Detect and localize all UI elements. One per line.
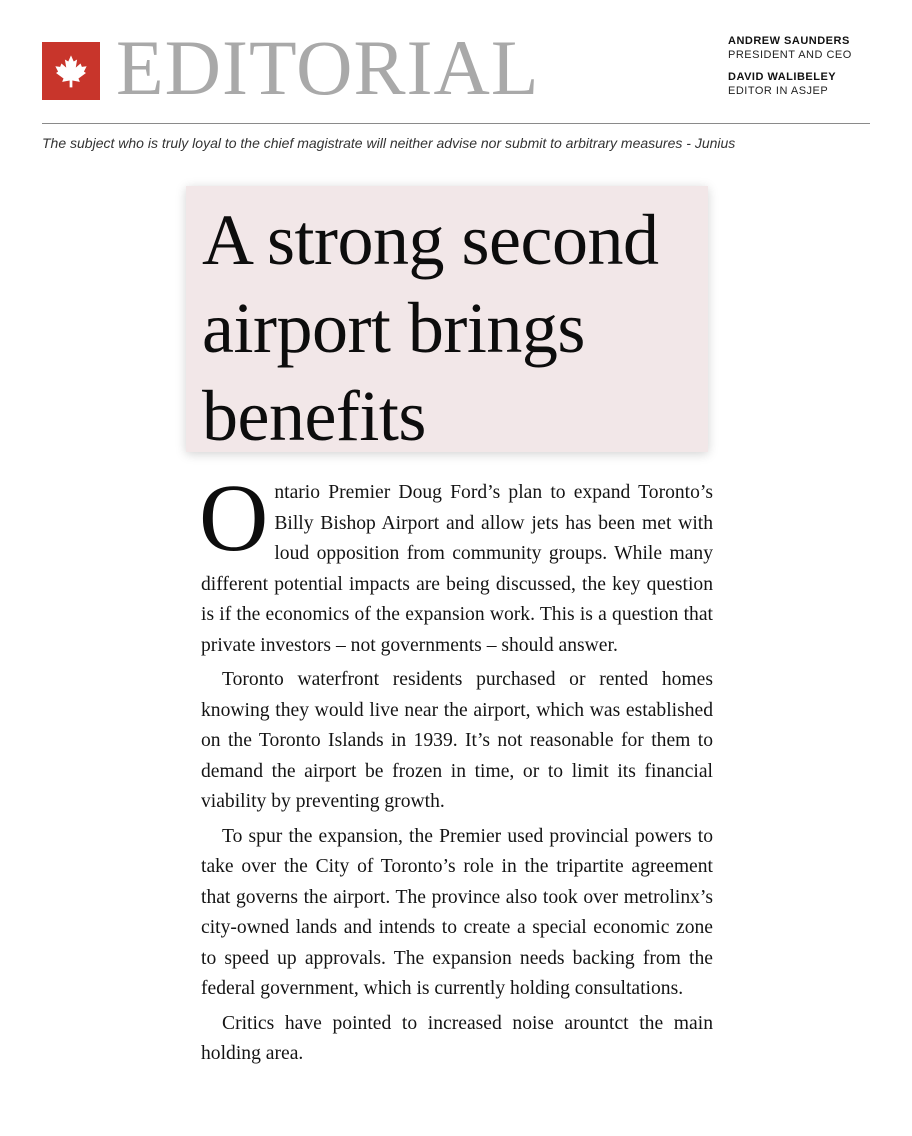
drop-cap: O — [199, 464, 269, 571]
paragraph — [199, 464, 713, 661]
maple-leaf-icon — [54, 54, 88, 88]
staff-name: DAVID WALIBELEY — [728, 71, 837, 83]
staff-name: ANDREW SAUNDERS — [728, 35, 850, 47]
paragraph: Toronto waterfront residents purchased or rented homes knowing they would live near the airport, which was established on the Toronto Islands in 1939. It’s not reasonable for them to demand the airport be frozen in time, or to limit its financial viability by preventing growth. — [201, 669, 713, 812]
logo — [42, 42, 100, 100]
masthead — [42, 24, 870, 114]
article-body — [199, 464, 713, 1074]
paragraph-text: ntario Premier Doug Ford’s plan to expand Toronto’s Billy Bishop Airport and allow jets has been met with loud opposition from community groups. While many different potential impacts are being discussed, the key question is if the economics of the expansion work. This is a question that private investors – not governments – should answer. — [201, 482, 713, 656]
headline: A strong second airport brings benefits — [202, 200, 659, 456]
staff-role: PRESIDENT AND CEO — [728, 49, 852, 61]
staff-entry — [728, 34, 878, 62]
paragraph: Critics have pointed to increased noise arountct the main holding area. — [201, 1012, 713, 1064]
section-title: EDITORIAL — [116, 24, 540, 111]
header-divider — [42, 123, 870, 124]
staff-list — [728, 34, 878, 106]
epigraph: The subject who is truly loyal to the chief magistrate will neither advise nor submit to arbitrary measures - Junius — [42, 135, 736, 151]
paragraph: To spur the expansion, the Premier used provincial powers to take over the City of Toronto’s role in the tripartite agreement that governs the airport. The province also took over metrolinx’s city-owned lands and intends to create a special economic zone to speed up approvals. The expansion needs backing from the federal government, which is currently holding consultations. — [201, 825, 713, 999]
headline-box — [186, 186, 708, 456]
staff-entry — [728, 70, 878, 98]
staff-role: EDITOR IN ASJEP — [728, 85, 829, 97]
